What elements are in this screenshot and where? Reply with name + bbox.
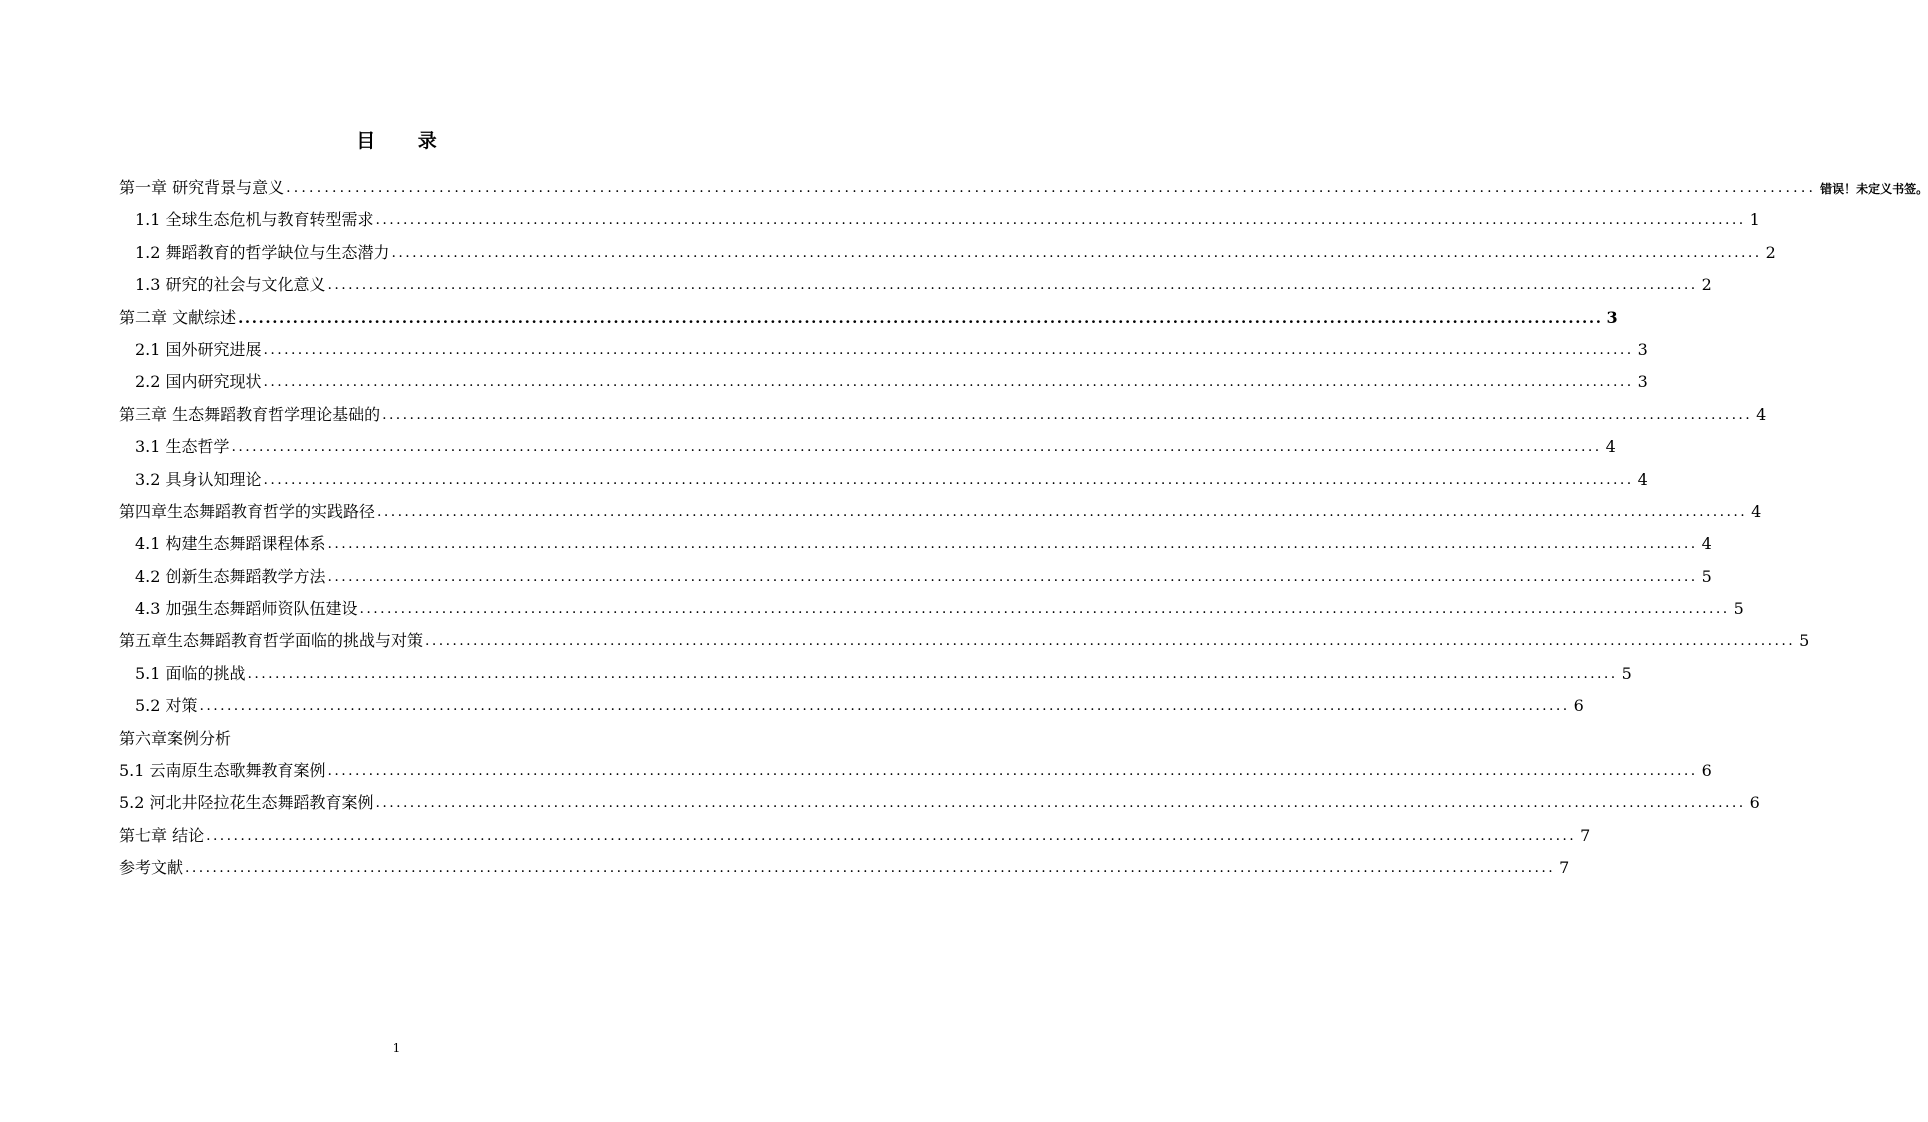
toc-entry[interactable] [119, 660, 1632, 692]
dot-leader: ........................................................................................................................................................................................................ [327, 536, 1698, 553]
toc-entry-page: 错误！未定义书签。 [1820, 182, 1928, 196]
toc-entry[interactable] [119, 854, 1570, 886]
toc-entry-page: 4 [1751, 501, 1762, 521]
toc-entry-page: 7 [1580, 825, 1591, 845]
toc-entry-label: 1.2 舞蹈教育的哲学缺位与生态潜力 [119, 239, 392, 267]
toc-entry[interactable] [119, 336, 1648, 368]
toc-entry-page: 3 [1637, 339, 1648, 359]
toc-entry-label: 2.2 国内研究现状 [119, 368, 264, 396]
toc-entry-page: 7 [1559, 858, 1570, 878]
dot-leader: ........................................................................................................................................................................................................ [263, 341, 1634, 358]
toc-entry[interactable] [119, 563, 1712, 595]
dot-leader: ........................................................................................................................................................................................................ [199, 698, 1570, 715]
toc-entry-page: 4 [1701, 534, 1712, 554]
toc-entry[interactable] [119, 206, 1760, 238]
toc-entry-page: 5 [1701, 566, 1712, 586]
toc-entry-page: 6 [1573, 696, 1584, 716]
toc-entry-label: 5.2 河北井陉拉花生态舞蹈教育案例 [119, 789, 376, 817]
toc-entry[interactable] [119, 498, 1762, 530]
dot-leader: ........................................................................................................................................................................................................ [247, 665, 1618, 682]
toc-entry[interactable] [119, 595, 1744, 627]
toc-entry[interactable] [119, 627, 1810, 659]
dot-leader: ........................................................................................................................................................................................................ [263, 471, 1634, 488]
toc-title: 目 录 [356, 130, 455, 152]
toc-entry-label: 第七章 结论 [119, 822, 206, 850]
toc-entry[interactable] [119, 822, 1591, 854]
toc-entry[interactable] [119, 692, 1584, 724]
toc-entry-page: 5 [1733, 599, 1744, 619]
toc-entry[interactable] [119, 789, 1760, 821]
toc-entry[interactable] [119, 401, 1767, 433]
table-of-contents [119, 174, 1928, 887]
page-number: 1 [392, 1041, 401, 1055]
toc-entry-label: 第四章生态舞蹈教育哲学的实践路径 [119, 498, 377, 526]
dot-leader: ........................................................................................................................................................................................................ [327, 568, 1698, 585]
toc-entry-label: 4.1 构建生态舞蹈课程体系 [119, 530, 328, 558]
toc-entry-label: 5.2 对策 [119, 692, 200, 720]
toc-entry-label: 第六章案例分析 [119, 725, 233, 753]
dot-leader: ........................................................................................................................................................................................................ [327, 277, 1698, 294]
toc-entry[interactable] [119, 757, 1712, 789]
toc-entry-page: 2 [1765, 242, 1776, 262]
dot-leader: ........................................................................................................................................................................................................ [327, 763, 1698, 780]
toc-entry-label: 3.1 生态哲学 [119, 433, 232, 461]
toc-entry[interactable] [119, 466, 1648, 498]
toc-entry[interactable] [119, 271, 1712, 303]
dot-leader: ........................................................................................................................................................................................................ [231, 439, 1602, 456]
dot-leader: ........................................................................................................................................................................................................ [185, 860, 1556, 877]
toc-entry-page: 5 [1621, 663, 1632, 683]
toc-entry-page: 4 [1637, 469, 1648, 489]
toc-entry[interactable] [119, 174, 1928, 206]
toc-entry-page: 5 [1799, 631, 1810, 651]
toc-entry-page: 1 [1749, 210, 1760, 230]
toc-entry-label: 第一章 研究背景与意义 [119, 174, 286, 202]
toc-entry-label: 1.3 研究的社会与文化意义 [119, 271, 328, 299]
dot-leader: ........................................................................................................................................................................................................ [238, 308, 1603, 327]
toc-entry-page: 3 [1606, 307, 1618, 327]
toc-entry-page: 4 [1756, 404, 1767, 424]
toc-entry[interactable] [119, 239, 1776, 271]
dot-leader: ........................................................................................................................................................................................................ [391, 244, 1762, 261]
toc-entry[interactable] [119, 433, 1616, 465]
toc-entry-label: 3.2 具身认知理论 [119, 466, 264, 494]
toc-entry-label: 第二章 文献综述 [119, 304, 238, 332]
dot-leader: ........................................................................................................................................................................................................ [286, 180, 1817, 196]
toc-entry-page: 4 [1605, 437, 1616, 457]
toc-entry-page: 3 [1637, 372, 1648, 392]
toc-entry[interactable] [119, 725, 672, 757]
dot-leader: ........................................................................................................................................................................................................ [263, 374, 1634, 391]
toc-entry-label: 参考文献 [119, 854, 185, 882]
toc-entry[interactable] [119, 368, 1648, 400]
dot-leader: ........................................................................................................................................................................................................ [375, 212, 1746, 229]
toc-entry-label: 4.3 加强生态舞蹈师资队伍建设 [119, 595, 360, 623]
dot-leader: ........................................................................................................................................................................................................ [359, 601, 1730, 618]
dot-leader: ........................................................................................................................................................................................................ [377, 503, 1748, 520]
toc-entry-label: 第三章 生态舞蹈教育哲学理论基础的 [119, 401, 382, 429]
toc-entry-page: 6 [1701, 761, 1712, 781]
toc-entry-label: 2.1 国外研究进展 [119, 336, 264, 364]
dot-leader: ........................................................................................................................................................................................................ [206, 827, 1577, 844]
toc-entry-label: 5.1 云南原生态歌舞教育案例 [119, 757, 328, 785]
toc-entry-page: 2 [1701, 275, 1712, 295]
toc-entry-label: 4.2 创新生态舞蹈教学方法 [119, 563, 328, 591]
toc-entry[interactable] [119, 304, 1618, 336]
dot-leader: ........................................................................................................................................................................................................ [375, 795, 1746, 812]
dot-leader: ........................................................................................................................................................................................................ [425, 633, 1796, 650]
toc-entry[interactable] [119, 530, 1712, 562]
dot-leader: ........................................................................................................................................................................................................ [382, 406, 1753, 423]
toc-entry-page: 6 [1749, 793, 1760, 813]
toc-entry-label: 5.1 面临的挑战 [119, 660, 248, 688]
toc-entry-label: 1.1 全球生态危机与教育转型需求 [119, 206, 376, 234]
toc-entry-label: 第五章生态舞蹈教育哲学面临的挑战与对策 [119, 627, 425, 655]
